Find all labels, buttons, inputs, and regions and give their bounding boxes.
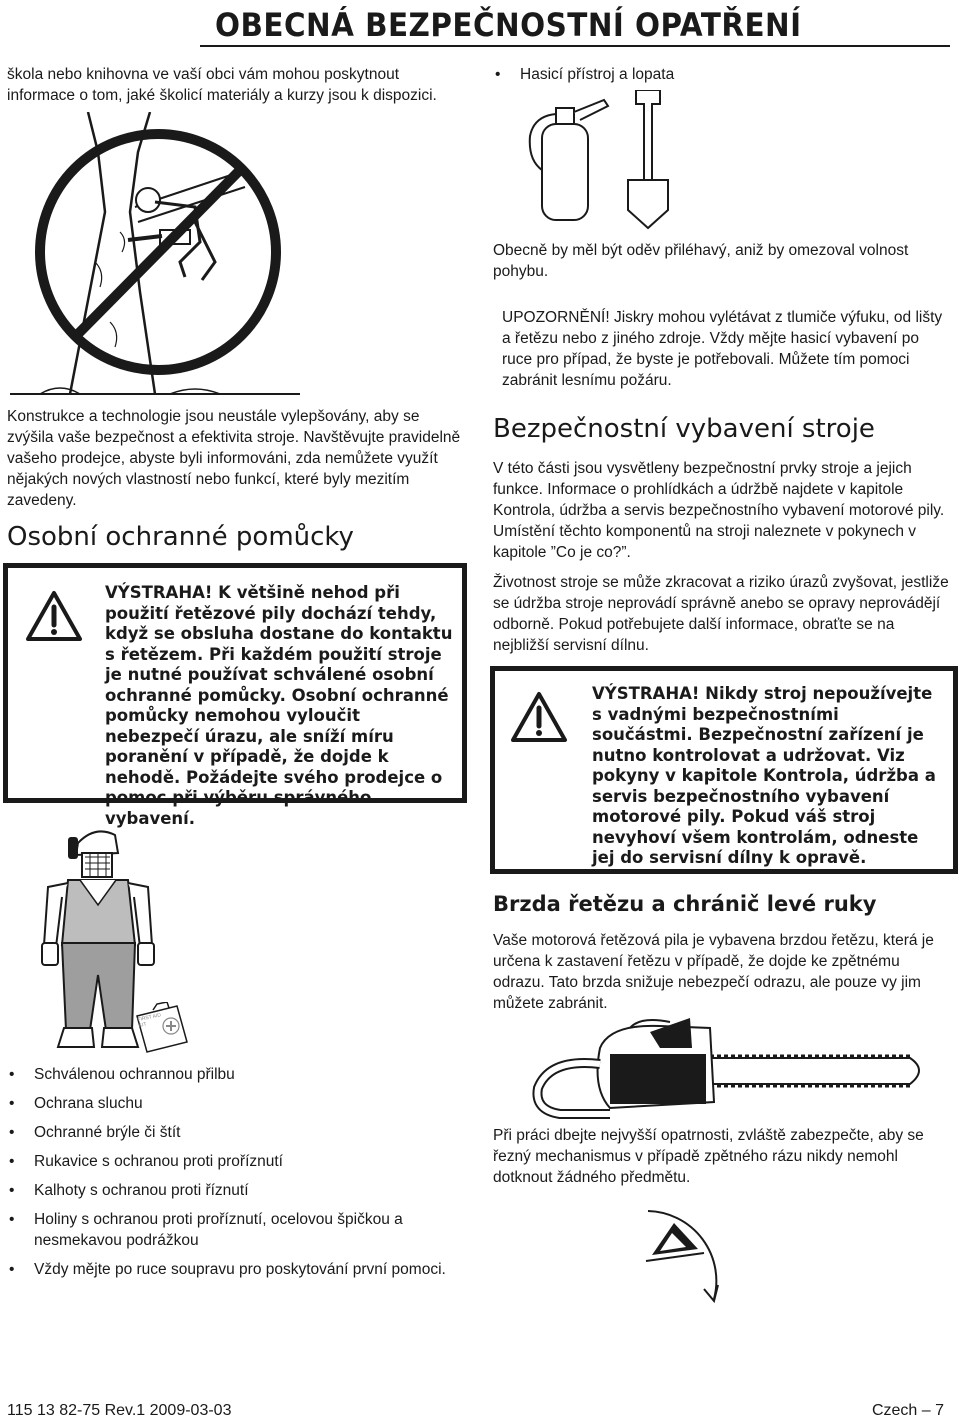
list-item: • Schválenou ochrannou přilbu: [7, 1064, 447, 1085]
safety-warning-box: [490, 666, 958, 874]
equipment-list: [493, 64, 933, 93]
intro-paragraph: škola nebo knihovna ve vaší obci vám mohou poskytnout informace o tom, jaké školicí materiály a kurzy jsou k dispozici.: [7, 66, 437, 104]
warning-triangle-icon: [510, 691, 568, 743]
extinguisher-shovel-illustration: [520, 90, 680, 230]
header-rule: [200, 45, 950, 47]
page-number: Czech – 7: [871, 1402, 944, 1419]
list-item: • Ochrana sluchu: [7, 1093, 447, 1114]
chainsaw-illustration: [530, 1018, 930, 1126]
list-item: • Ochranné brýle či štít: [7, 1122, 447, 1143]
warning-triangle-icon: [25, 590, 83, 642]
chain-brake-heading: Brzda řetězu a chránič levé ruky: [493, 892, 877, 916]
list-item: • Rukavice s ochranou proti proříznutí: [7, 1151, 447, 1172]
first-aid-kit-label: FIRST AID KIT: [137, 1012, 162, 1029]
document-id: 115 13 82-75 Rev.1 2009-03-03: [7, 1402, 232, 1419]
chain-brake-paragraph: Vaše motorová řetězová pila je vybavena brzdou řetězu, která je určena k zastavení řetězu v případě, že dojde ke zpětnému odrazu. Tato brzda snižuje nebezpečí odrazu, ale pouze vy jim můžete zabránit.: [493, 932, 934, 1012]
page-title: OBECNÁ BEZPEČNOSTNÍ OPATŘENÍ: [215, 6, 802, 44]
ppe-list: [7, 1064, 447, 1288]
clothing-note: Obecně by měl být oděv přiléhavý, aniž by omezoval volnost pohybu.: [493, 242, 909, 280]
fire-caution: UPOZORNĚNÍ! Jiskry mohou vylétávat z tlumiče výfuku, od lišty a řetězu nebo z jiného zdroje. Vždy mějte hasicí vybavení po ruce pro případ, že byste je potřebovali. Můžete tím pomoci zabránit lesnímu požáru.: [502, 309, 943, 389]
ppe-warning-text: VÝSTRAHA! K většině nehod při použití řetězové pily dochází tehdy, když se obsluha dostane do kontaktu s řetězem. Při každém použití stroje je nutné používat schválené osobní ochranné pomůcky. Osobní ochranné pomůcky nemohou vyloučit nebezpečí úrazu, ale sníží míru poranění v případě, že dojde k nehodě. Požádejte svého prodejce o pomoc při výběru správného vybavení.: [105, 583, 453, 828]
safety-paragraph-1: V této části jsou vysvětleny bezpečnostní prvky stroje a jejich funkce. Informace o prohlídkách a údržbě najdete v kapitole Kontrola, údržba a servis bezpečnostního vybavení motorové pily. Umístění těchto komponentů na stroji naleznete v pokynech v kapitole ”Co je co?”.: [493, 460, 945, 561]
kickback-illustration: [640, 1203, 724, 1307]
list-item: • Kalhoty s ochranou proti říznutí: [7, 1180, 447, 1201]
safety-warning-text: VÝSTRAHA! Nikdy stroj nepoužívejte s vadnými bezpečnostními součástmi. Bezpečnostní zařízení je nutno kontrolovat a udržovat. Viz pokyny v kapitole Kontrola, údržba a servis bezpečnostního vybavení motorové pily. Pokud váš stroj nevyhoví všem kontrolám, odneste jej do servisní dílny k opravě.: [592, 684, 936, 867]
list-item: • Vždy mějte po ruce soupravu pro poskytování první pomoci.: [7, 1259, 447, 1280]
list-item: • Hasicí přístroj a lopata: [493, 64, 933, 85]
ppe-heading: Osobní ochranné pomůcky: [7, 522, 354, 552]
ppe-warning-box: [3, 563, 467, 828]
no-climbing-illustration: [10, 112, 300, 412]
safety-paragraph-2: Životnost stroje se může zkracovat a riziko úrazů zvyšovat, jestliže se údržba stroje neprovádí správně anebo se opravy neprovádějí odborně. Pokud potřebujete další informace, obraťte se na nejbližší servisní dílnu.: [493, 574, 949, 654]
technology-paragraph: Konstrukce a technologie jsou neustále vylepšovány, aby se zvýšila vaše bezpečnost a efektivita stroje. Navštěvujte pravidelně vašeho prodejce, abyste byli informováni, zda nemůžete využít nějakých nových vlastností nebo funkcí, které byly mezitím zavedeny.: [7, 408, 461, 509]
list-item: • Holiny s ochranou proti proříznutí, ocelovou špičkou a nesmekavou podrážkou: [7, 1209, 447, 1251]
chain-brake-caution: Při práci dbejte nejvyšší opatrnosti, zvláště zabezpečte, aby se řezný mechanismus v případě zpětného rázu nikdy nemohl dotknout žádného předmětu.: [493, 1127, 924, 1186]
safety-equipment-heading: Bezpečnostní vybavení stroje: [493, 414, 875, 444]
